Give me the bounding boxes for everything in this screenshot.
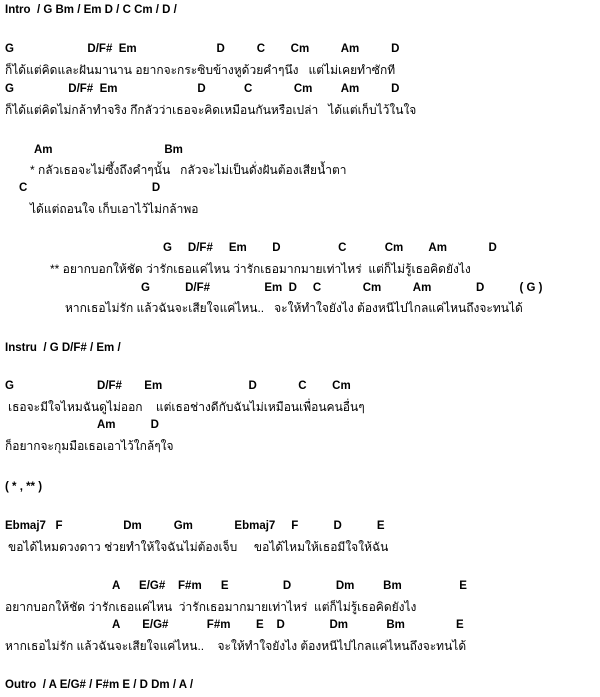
verse1-lyrics-2: ก็ได้แต่คิดไม่กล้าทำจริง กึกลัวว่าเธอจะคิดเหมือนกันหรือเปล่า ได้แต่เก็บไว้ในใจ: [5, 103, 417, 117]
prechorus-lyrics-1: * กลัวเธอจะไม่ซึ้งถึงคำๆนั้น กลัวจะไม่เป็นดั่งฝันต้องเสียน้ำตา: [30, 163, 347, 177]
chorus-chords-2: G D/F# Em D C Cm Am D ( G ): [141, 282, 543, 294]
verse2-chords-1: G D/F# Em D C Cm: [5, 380, 351, 392]
instrumental-line: Instru / G D/F# / Em /: [5, 342, 121, 354]
chorus-lyrics-1: ** อยากบอกให้ชัด ว่ารักเธอแค่ไหน ว่ารักเธอมากมายเท่าไหร่ แต่ก็ไม่รู้เธอคิดยังไง: [50, 262, 471, 276]
verse2-lyrics-1: เธอจะมีใจไหมฉันดูไม่ออก แต่เธอช่างดีกับฉันไม่เหมือนเพื่อนคนอื่นๆ: [8, 400, 365, 414]
chorus-lyrics-2: หากเธอไม่รัก แล้วฉันจะเสียใจแค่ไหน.. จะให้ทำใจยังไง ต้องหนีไปไกลแค่ไหนถึงจะทนได้: [65, 301, 523, 315]
final-chorus-chords-2: A E/G# F#m E D Dm Bm E: [112, 619, 464, 631]
verse1-chords-2: G D/F# Em D C Cm Am D: [5, 83, 400, 95]
bridge-lyrics-1: ขอได้ไหมดวงดาว ช่วยทำให้ใจฉันไม่ต้องเจ็บ ขอได้ไหมให้เธอมีใจให้ฉัน: [8, 540, 389, 554]
verse2-lyrics-2: ก็อยากจะกุมมือเธอเอาไว้ใกล้ๆใจ: [5, 439, 174, 453]
final-chorus-chords-1: A E/G# F#m E D Dm Bm E: [112, 580, 467, 592]
prechorus-chords-2: C D: [19, 182, 161, 194]
final-chorus-lyrics-2: หากเธอไม่รัก แล้วฉันจะเสียใจแค่ไหน.. จะให้ทำใจยังไง ต้องหนีไปไกลแค่ไหนถึงจะทนได้: [5, 639, 467, 653]
bridge-chords-1: Ebmaj7 F Dm Gm Ebmaj7 F D E: [5, 520, 385, 532]
outro-line: Outro / A E/G# / F#m E / D Dm / A /: [5, 679, 194, 691]
verse1-lyrics-1: ก็ได้แต่คิดและฝันมานาน อยากจะกระซิบข้างหูด้วยคำๆนึง แต่ไม่เคยทำซักที: [5, 63, 396, 77]
prechorus-lyrics-2: ได้แต่ถอนใจ เก็บเอาไว้ไม่กล้าพอ: [30, 202, 199, 216]
repeat-marker: ( * , ** ): [5, 481, 43, 493]
chorus-chords-1: G D/F# Em D C Cm Am D: [163, 242, 497, 254]
final-chorus-lyrics-1: อยากบอกให้ชัด ว่ารักเธอแค่ไหน ว่ารักเธอมากมายเท่าไหร่ แต่ก็ไม่รู้เธอคิดยังไง: [5, 600, 417, 614]
verse1-chords-1: G D/F# Em D C Cm Am D: [5, 43, 400, 55]
prechorus-chords-1: Am Bm: [34, 144, 183, 156]
verse2-chords-2: Am D: [97, 419, 159, 431]
intro-line: Intro / G Bm / Em D / C Cm / D /: [5, 4, 177, 16]
